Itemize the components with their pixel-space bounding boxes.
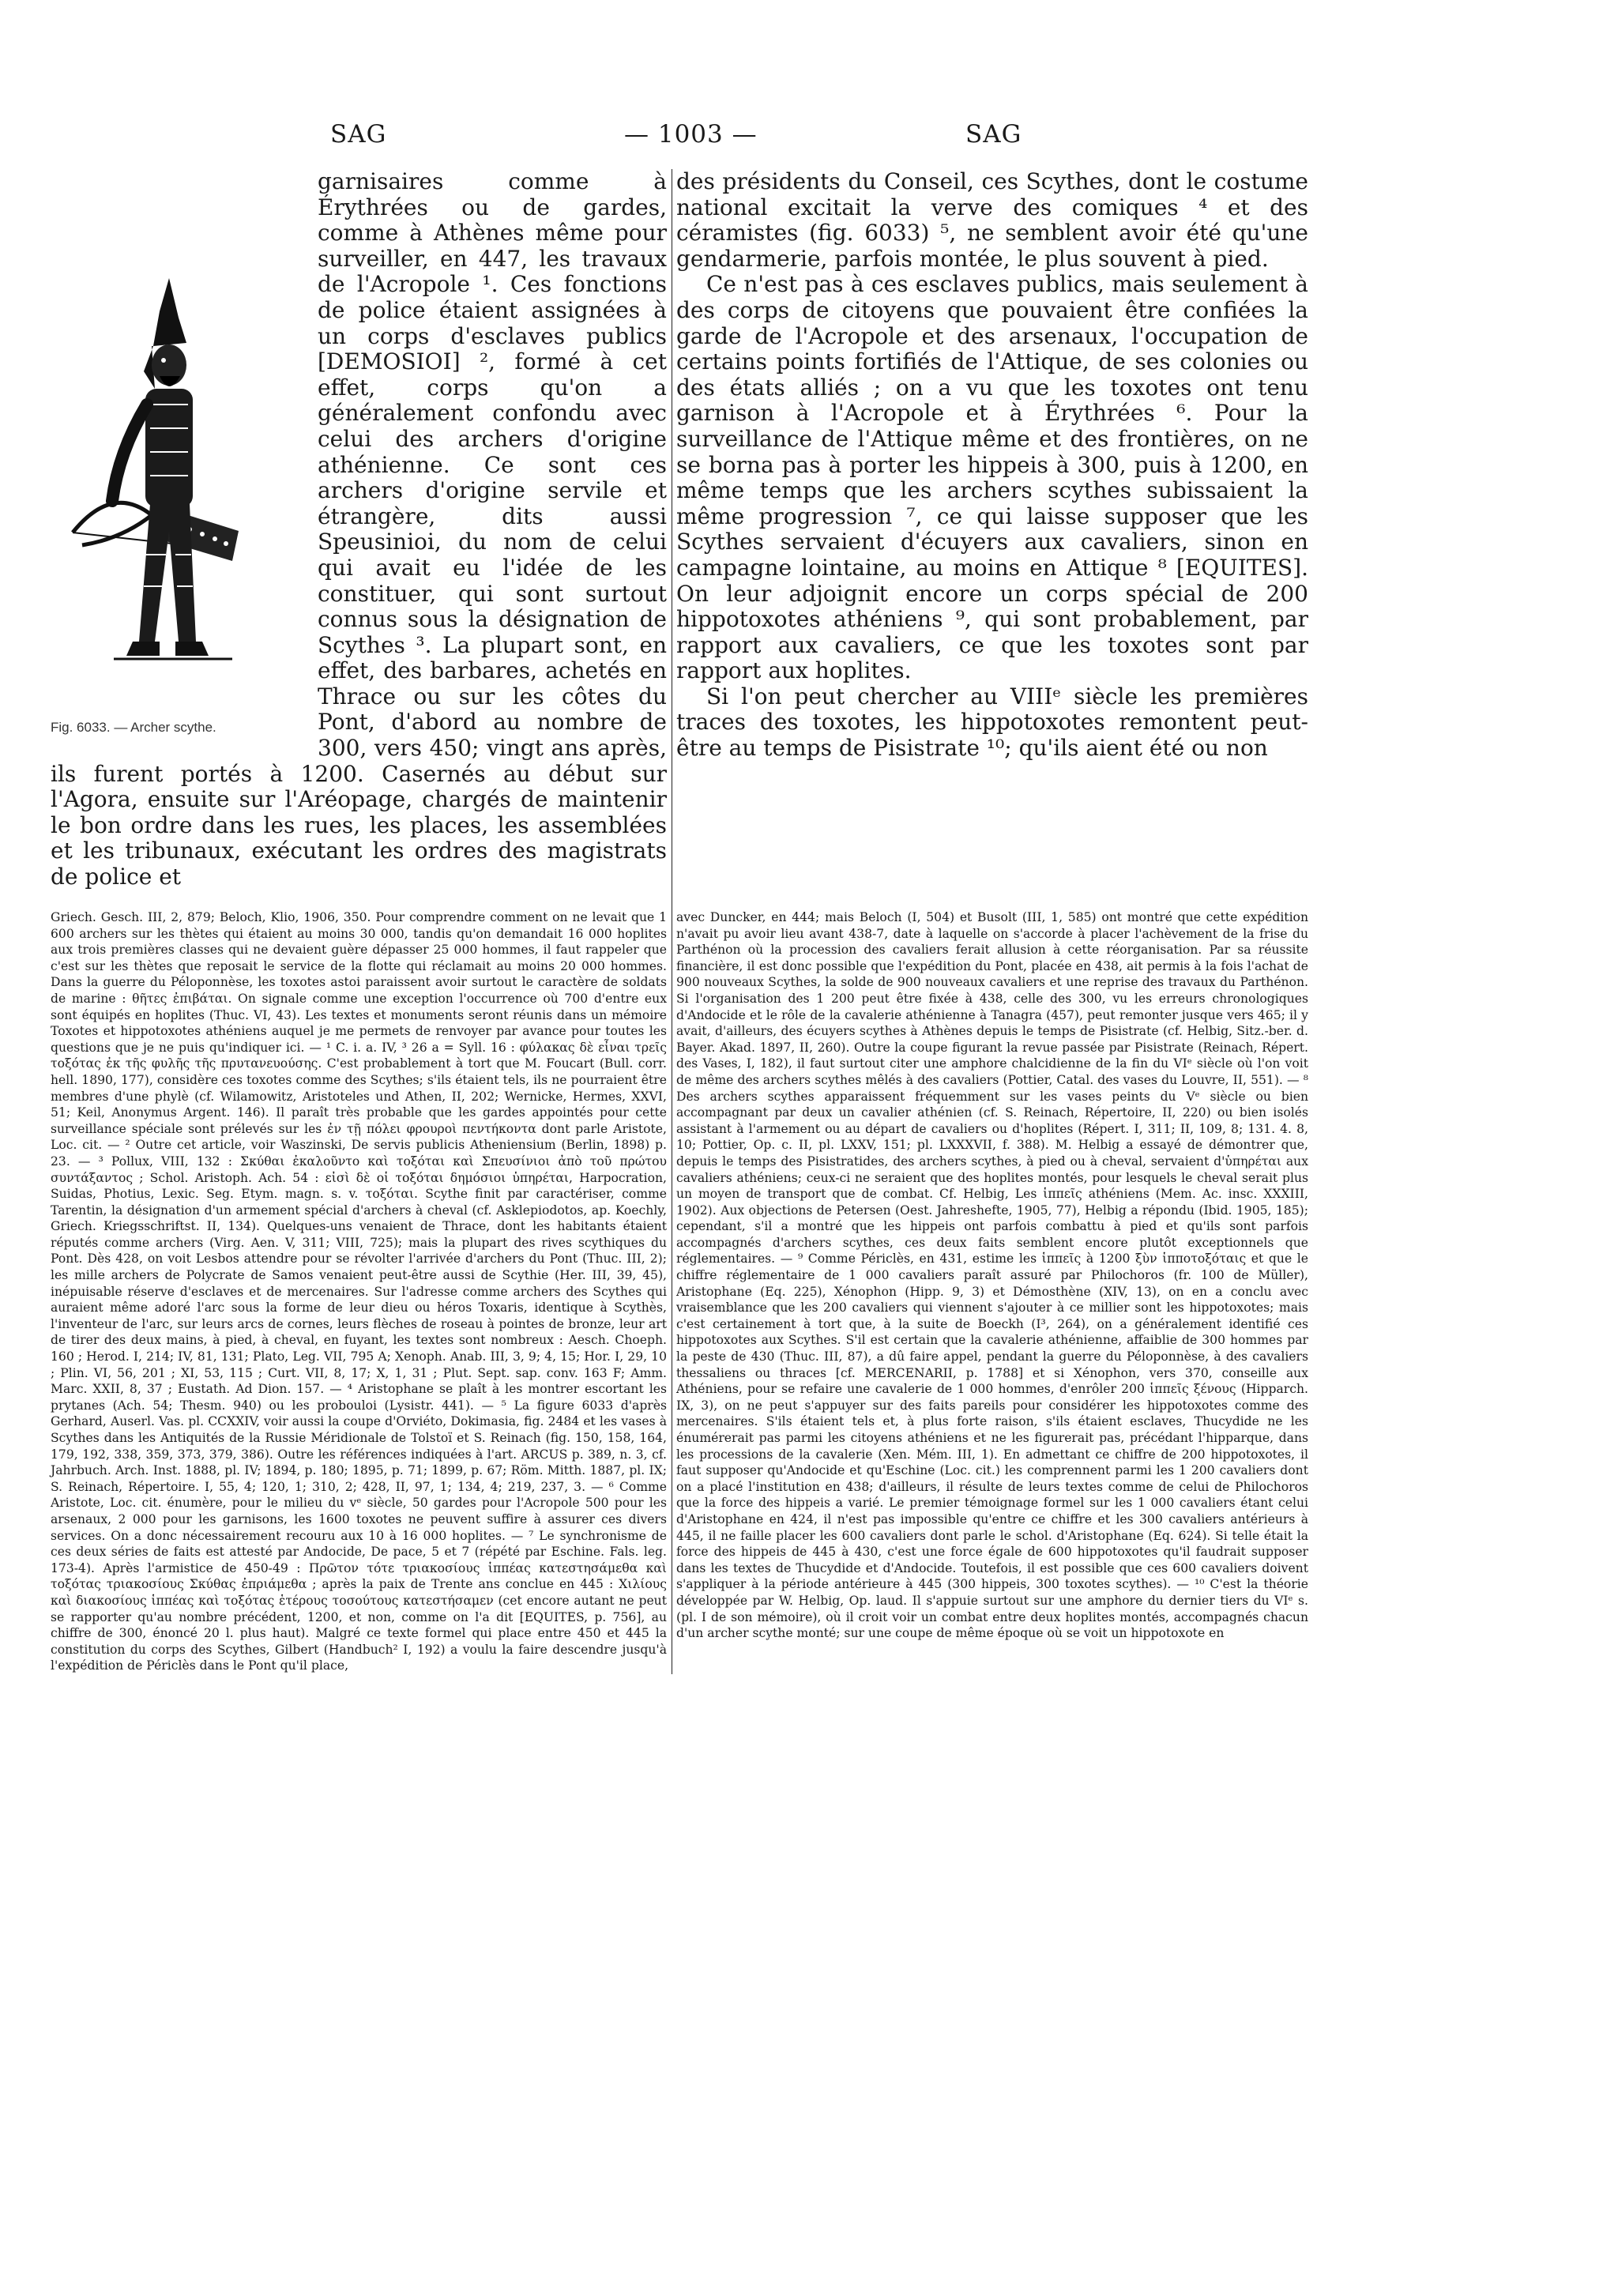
archer-cap (153, 278, 186, 346)
footnote-block: Griech. Gesch. III, 2, 879; Beloch, Klio, 1906, 350. Pour comprendre comment on ne levait que 1 600 archers sur les thètes qui étaient au moins 30 000, tandis qu'on demandait 16 000 hoplites aux trois premières classes qui ne devaient guère dépasser 25 000 hommes, il faut rappeler que c'est sur les thètes que reposait le service de la flotte qui réclamait au moins 20 000 hommes. Dans la guerre du Péloponnèse, les toxotes astoi paraissent avoir surtout le caractère de soldats de marine : θῆτες ἐπιβάται. On signale comme une exception l'occurrence où 700 d'entre eux sont équipés en hoplites (Thuc. VI, 43). Les textes et monuments seront réunis dans un mémoire Toxotes et hippotoxotes athéniens auquel je me permets de renvoyer par avance pour toutes les questions que je ne puis qu'indiquer ici. — ¹ C. i. a. IV, ³ 26 a = Syll. 16 : φύλακας δὲ εἶναι τρεῖς τοξότας ἐκ τῆς φυλῆς τῆς πρυτανευούσης. C'est probablement à tort que M. Foucart (Bull. corr. hell. 1890, 177), considère ces toxotes comme des Scythes; s'ils étaient tels, ils ne pourraient être membres d'une phylè (cf. Wilamowitz, Aristoteles und Athen, II, 202; Wernicke, Hermes, XXVI, 51; Keil, Anonymus Argent. 146). Il paraît très probable que les gardes appointés pour cette surveillance spéciale sont prélevés sur les ἐν τῇ πόλει φρουροὶ πεντήκοντα dont parle Aristote, Loc. cit. — ² Outre cet article, voir Waszinski, De servis publicis Atheniensium (Berlin, 1898) p. 23. — ³ Pollux, VIII, 132 : Σκύθαι ἐκαλοῦντο καὶ τοξόται καὶ Σπευσίνιοι ἀπὸ τοῦ πρώτου συντάξαντος ; Schol. Aristoph. Ach. 54 : εἰσὶ δὲ οἱ τοξόται δημόσιοι ὑπηρέται, Harpocration, Suidas, Photius, Lexic. Seg. Etym. magn. s. v. τοξόται. Scythe finit par caractériser, comme Tarentin, la désignation d'un armement spécial d'archers à cheval (cf. Asklepiodotos, ap. Koechly, Griech. Kriegsschriftst. II, 134). Quelques-uns venaient de Thrace, dont les habitants étaient réputés comme archers (Virg. Aen. V, 311; VIII, 725); mais la plupart des rives scythiques du Pont. Dès 428, on voit Lesbos attendre pour se révolter l'arrivée d'archers du Pont (Thuc. III, 2); les mille archers de Polycrate de Samos venaient peut-être aussi de Scythie (Her. III, 39, 45), inépuisable réserve d'esclaves et de mercenaires. Sur l'adresse comme archers des Scythes qui auraient même adoré l'arc sous la forme de leur dieu ou héros Toxaris, identique à Scythès, l'inventeur de l'arc, sur leurs arcs de cornes, leurs flèches de roseau à pointes de bronze, leur art de tirer des deux mains, à pied, à cheval, en fuyant, les textes sont nombreux : Aesch. Choeph. 160 ; Herod. I, 214; IV, 81, 131; Plato, Leg. VII, 795 A; Xenoph. Anab. III, 3, 9; 4, 15; Hor. I, 29, 10 ; Plin. VI, 56, 201 ; XI, 53, 115 ; Curt. VII, 8, 17; X, 1, 31 ; Plut. Sept. sap. conv. 163 F; Amm. Marc. XXII, 8, 37 ; Eustath. Ad Dion. 157. — ⁴ Aristophane se plaît à les montrer escortant les prytanes (Ach. 54; Thesm. 940) ou les probouloi (Lysistr. 441). — ⁵ La figure 6033 d'après Gerhard, Auserl. Vas. pl. CCXXIV, voir aussi la coupe d'Orviéto, Dokimasia, fig. 2484 et les vases à Scythes dans les Antiquités de la Russie Méridionale de Tolstoï et S. Reinach (fig. 150, 158, 164, 179, 192, 338, 359, 373, 379, 386). Outre les références indiquées à l'art. ARCUS p. 389, n. 3, cf. Jahrbuch. Arch. Inst. 1888, pl. IV; 1894, p. 180; 1895, p. 71; 1899, p. 67; Röm. Mitth. 1887, pl. IX; S. Reinach, Répertoire. I, 55, 4; 120, 1; 310, 2; 428, II, 97, 1; 134, 4; 219, 237, 3. — ⁶ Comme Aristote, Loc. cit. énumère, pour le milieu du vᵉ siècle, 50 gardes pour l'Acropole 500 pour les arsenaux, 2 000 pour les garnisons, les 1600 toxotes ne peuvent suffire à assurer ces divers services. On a donc nécessairement recouru aux 10 à 16 000 hoplites. — ⁷ Le synchronisme de ces deux séries de faits est attesté par Andocide, De pace, 5 et 7 (répété par Eschine. Fals. leg. 173-4). Après l'armistice de 450-49 : Πρῶτον τότε τριακοσίους ἱππέας κατεστησάμεθα καὶ τοξότας τριακοσίους Σκύθας ἐπριάμεθα ; après la paix de Trente ans conclue en 445 : Χιλίους καὶ διακοσίους ἱππέας καὶ τοξότας ἑτέρους τοσούτους κατεστήσαμεν (cet encore autant ne peut se rapporter qu'au nombre précédent, 1200, et non, comme on l'a dit [EQUITES, p. 756], au chiffre de 300, énoncé 20 l. plus haut). Malgré ce texte formel qui place entre 450 et 445 la constitution du corps des Scythes, Gilbert (Handbuch² I, 192) a voulu la faire descendre jusqu'à l'expédition de Périclès dans le Pont qu'il place, (51, 910, 667, 1673)
page-number: — 1003 — (624, 120, 758, 149)
scythian-archer-figure (51, 270, 288, 697)
running-head-left: SAG (330, 120, 387, 149)
footnotes-right (676, 909, 1308, 1642)
right-paragraph-2: Ce n'est pas à ces esclaves publics, mais seulement à des corps de citoyens que pouvaient être confiées la garde de l'Acropole et des arsenaux, l'occupation de certains points fortifiés de l'Attique, de ses colonies ou des états alliés ; on a vu que les toxotes ont tenu garnison à l'Acropole et à Érythrées ⁶. Pour la surveillance de l'Attique même et des frontières, on ne se borna pas à porter les hippeis à 300, puis à 1200, en même temps que les archers scythes subissaient la même progression ⁷, ce qui laisse supposer que les Scythes servaient d'écuyers aux cavaliers, sinon en campagne lointaine, au moins en Attique ⁸ [EQUITES]. On leur adjoignit encore un corps spécial de 200 hippotoxotes athéniens ⁹, qui sont probablement, par rapport aux cavaliers, ce que les toxotes sont par rapport aux hoplites. (676, 271, 1308, 684)
footnote-block: avec Duncker, en 444; mais Beloch (I, 504) et Busolt (III, 1, 585) ont montré que cette expédition n'avait pu avoir lieu avant 438-7, date à laquelle on s'accorde à placer l'achèvement de la frise du Parthénon où la procession des cavaliers ferait allusion à cette réorganisation. Par sa réussite financière, il est donc possible que l'expédition du Pont, placée en 438, ait permis à la fois l'achat de 900 nouveaux Scythes, la solde de 900 nouveaux cavaliers et une reprise des travaux du Parthénon. Si l'organisation des 1 200 peut être fixée à 438, celle des 300, vu les erreurs chronologiques d'Andocide et le rôle de la cavalerie athénienne à Tanagra (457), peut remonter jusque vers 465; il y avait, d'ailleurs, des écuyers scythes à Athènes depuis le temps de Pisistrate (cf. Helbig, Sitz.-ber. d. Bayer. Akad. 1897, II, 260). Outre la coupe figurant la revue passée par Pisistrate (Reinach, Répert. des Vases, I, 182), il faut surtout citer une amphore chalcidienne de la fin du VIᵉ siècle où l'on voit de même des archers scythes mêlés à des cavaliers (Pottier, Catal. des vases du Louvre, II, 551). — ⁸ Des archers scythes apparaissent fréquemment sur les vases peints du Vᵉ siècle ou bien accompagnant par deux un cavalier athénien (cf. S. Reinach, Répertoire, II, 220) ou bien isolés assistant à l'armement ou au départ de cavaliers ou d'hoplites (Répert. I, 311; II, 109, 8; 131. 4. 8, 10; Pottier, Op. c. II, pl. LXXV, 151; pl. LXXXVII, f. 388). M. Helbig a essayé de démontrer que, depuis le temps des Pisistratides, des archers scythes, à pied ou à cheval, servaient d'ὑπηρέται aux cavaliers athéniens; ceux-ci ne seraient que des hoplites montés, pour lesquels le cheval serait plus un moyen de transport que de combat. Cf. Helbig, Les ἱππεῖς athéniens (Mem. Ac. insc. XXXIII, 1902). Aux objections de Petersen (Oest. Jahreshefte, 1905, 77), Helbig a répondu (Ibid. 1905, 185); cependant, s'il a montré que les hippeis ont parfois combattu à pied et qu'ils sont parfois accompagnés d'archers scythes, ces deux faits semblent encore plutôt exceptionnels que réglementaires. — ⁹ Comme Périclès, en 431, estime les ἱππεῖς à 1200 ξὺν ἱπποτοξόταις et que le chiffre réglementaire de 1 000 cavaliers paraît assuré par Philochoros (fr. 100 de Müller), Aristophane (Eq. 225), Xénophon (Hipp. 9, 3) et Démosthène (XIV, 13), on en a conclu avec vraisemblance que les 200 cavaliers qui viennent s'ajouter à ce millier sont les hippotoxotes; mais c'est certainement à tort que, à la suite de Boeckh (I³, 264), on a généralement identifié ces hippotoxotes aux Scythes. S'il est certain que la cavalerie athénienne, affaiblie de 300 hommes par la peste de 430 (Thuc. III, 87), a dû faire appel, pendant la guerre du Péloponnèse, à des cavaliers thessaliens ou thraces [cf. MERCENARII, p. 1788] et si Xénophon, vers 370, conseille aux Athéniens, pour se refaire une cavalerie de 1 000 hommes, d'enrôler 200 ἱππεῖς ξένους (Hipparch. IX, 3), on ne peut s'appuyer sur des faits pareils pour considérer les hippotoxotes comme des mercenaires. S'ils étaient tels et, à plus forte raison, s'ils étaient esclaves, Thucydide ne les énumérerait pas parmi les citoyens athéniens et ne les figurerait pas, précédant l'hipparque, dans les processions de la cavalerie (Xen. Mém. III, 1). En admettant ce chiffre de 200 hippotoxotes, il faut supposer qu'Andocide et qu'Eschine (Loc. cit.) les comprennent parmi les 1 200 cavaliers dont on a placé l'institution en 438; d'ailleurs, il résulte de leurs textes comme de celui de Philochoros que la force des hippeis a varié. Le premier témoignage formel sur les 1 000 cavaliers étant celui d'Aristophane en 424, il n'est pas impossible qu'entre ce chiffre et les 300 cavaliers antérieurs à 445, il ne faille placer les 600 cavaliers dont parle le schol. d'Aristophane (Eq. 624). Si telle était la force des hippeis de 445 à 430, c'est une force égale de 600 hippotoxotes qu'il faudrait supposer dans les textes de Thucydide et d'Andocide. Toutefois, il est possible que ces 600 cavaliers doivent s'appliquer à la période antérieure à 445 (300 hippeis, 300 toxotes scythes). — ¹⁰ C'est la théorie développée par W. Helbig, Op. laud. Il s'appuie surtout sur une amphore du dernier tiers du VIᵉ s. (pl. I de son mémoire), où il croit voir un combat entre deux hoplites montés, accompagnés chacun d'un archer scythe monté; sur une coupe de même époque où se voit un hippotoxote en (676, 910, 1308, 1641)
archer-bow (73, 502, 152, 545)
left-paragraph: garnisaires comme à Érythrées ou de gardes, comme à Athènes même pour surveiller, en 447, les travaux de l'Acropole ¹. Ces fonctions de police étaient assignées à un corps d'esclaves publics [DEMOSIOI] ², formé à cet effet, corps qu'on a généralement confondu avec celui des archers d'origine athénienne. Ce sont ces archers d'origine servile et étrangère, dits aussi Speusinioi, du nom de celui qui avait eu l'idée de les constituer, qui sont surtout connus sous la désignation de Scythes ³. La plupart sont, en effet, des barbares, achetés en Thrace ou sur les côtes du Pont, d'abord au nombre de 300, vers 450; vingt ans après, ils furent portés à 1200. Casernés au début sur l'Agora, ensuite sur l'Aréopage, chargés de maintenir le bon ordre dans les rues, les places, les assemblées et les tribunaux, exécutant les ordres des magistrats de police et (51, 168, 667, 890)
right-paragraph-1: des présidents du Conseil, ces Scythes, dont le costume national excitait la verve des comiques ⁴ et des céramistes (fig. 6033) ⁵, ne semblent avoir été qu'une gendarmerie, parfois montée, le plus souvent à pied. (676, 168, 1308, 272)
figure-6033 (51, 169, 308, 744)
archer-legs (139, 504, 196, 642)
right-column-body (676, 169, 1308, 762)
footnotes-left (51, 909, 667, 1674)
left-column-body (51, 169, 667, 890)
running-head-right: SAG (965, 120, 1022, 149)
right-paragraph-3: Si l'on peut chercher au VIIIᵉ siècle les premières traces des toxotes, les hippotoxotes remontent peut-être au temps de Pisistrate ¹⁰; qu'ils aient été ou non (676, 683, 1308, 762)
figure-caption: Fig. 6033. — Archer scythe. (51, 720, 216, 736)
